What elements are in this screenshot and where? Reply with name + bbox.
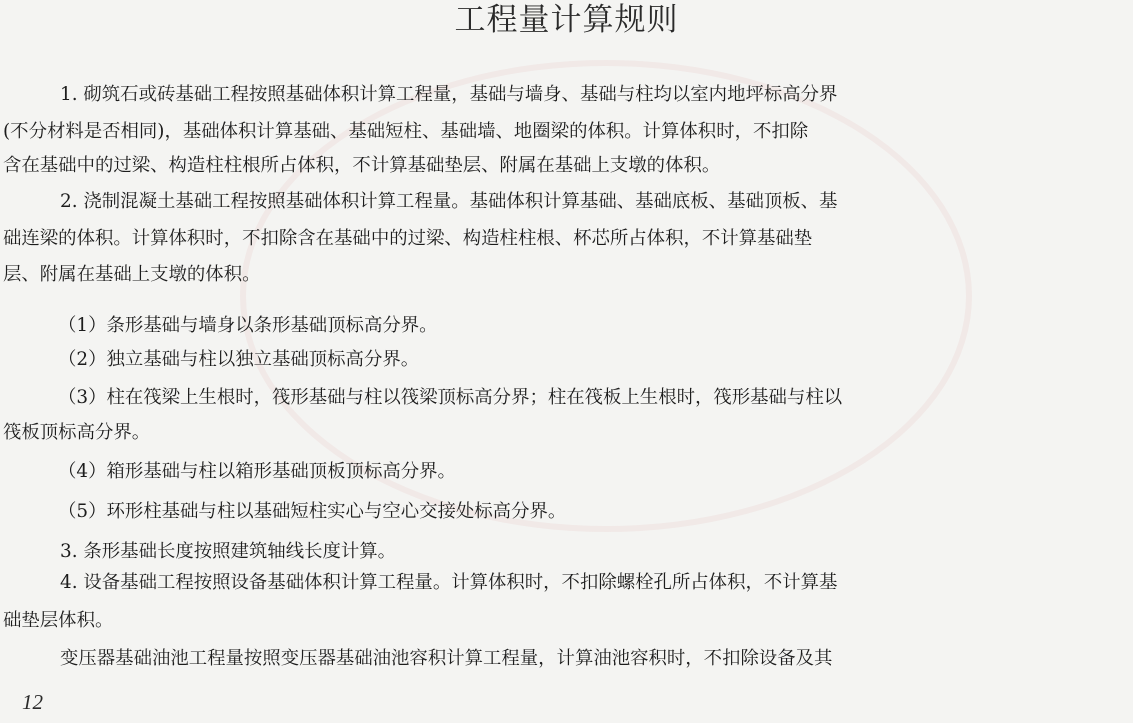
list-item-4: （4）箱形基础与柱以箱形基础顶板顶标高分界。 — [58, 461, 456, 482]
page-title: 工程量计算规则 — [454, 2, 679, 38]
paragraph-4-line-1: 4. 设备基础工程按照设备基础体积计算工程量。计算体积时，不扣除螺栓孔所占体积，不计算基 — [60, 572, 838, 593]
paragraph-1-line-2: (不分材料是否相同)，基础体积计算基础、基础短柱、基础墙、地圈梁的体积。计算体积时，不扣除 — [3, 121, 809, 142]
list-item-3-line-1: （3）柱在筏梁上生根时，筏形基础与柱以筏梁顶标高分界；柱在筏板上生根时，筏形基础与柱以 — [58, 387, 843, 408]
paragraph-3: 3. 条形基础长度按照建筑轴线长度计算。 — [60, 541, 397, 562]
paragraph-2-line-1: 2. 浇制混凝土基础工程按照基础体积计算工程量。基础体积计算基础、基础底板、基础顶板、基 — [60, 191, 838, 212]
paragraph-2-line-2: 础连梁的体积。计算体积时，不扣除含在基础中的过梁、构造柱柱根、杯芯所占体积，不计算基础垫 — [3, 228, 813, 249]
paragraph-2-line-3: 层、附属在基础上支墩的体积。 — [3, 264, 261, 285]
page-number: 12 — [22, 690, 43, 714]
list-item-1: （1）条形基础与墙身以条形基础顶标高分界。 — [58, 315, 438, 336]
paragraph-1-line-3: 含在基础中的过梁、构造柱柱根所占体积，不计算基础垫层、附属在基础上支墩的体积。 — [3, 155, 721, 176]
list-item-2: （2）独立基础与柱以独立基础顶标高分界。 — [58, 349, 420, 370]
paragraph-4-line-2: 础垫层体积。 — [3, 610, 114, 631]
paragraph-1-line-1: 1. 砌筑石或砖基础工程按照基础体积计算工程量，基础与墙身、基础与柱均以室内地坪标高分界 — [60, 84, 838, 105]
list-item-5: （5）环形柱基础与柱以基础短柱实心与空心交接处标高分界。 — [58, 501, 567, 522]
paragraph-5-line-1: 变压器基础油池工程量按照变压器基础油池容积计算工程量，计算油池容积时，不扣除设备及其 — [60, 648, 833, 669]
list-item-3-line-2: 筏板顶标高分界。 — [3, 422, 151, 443]
